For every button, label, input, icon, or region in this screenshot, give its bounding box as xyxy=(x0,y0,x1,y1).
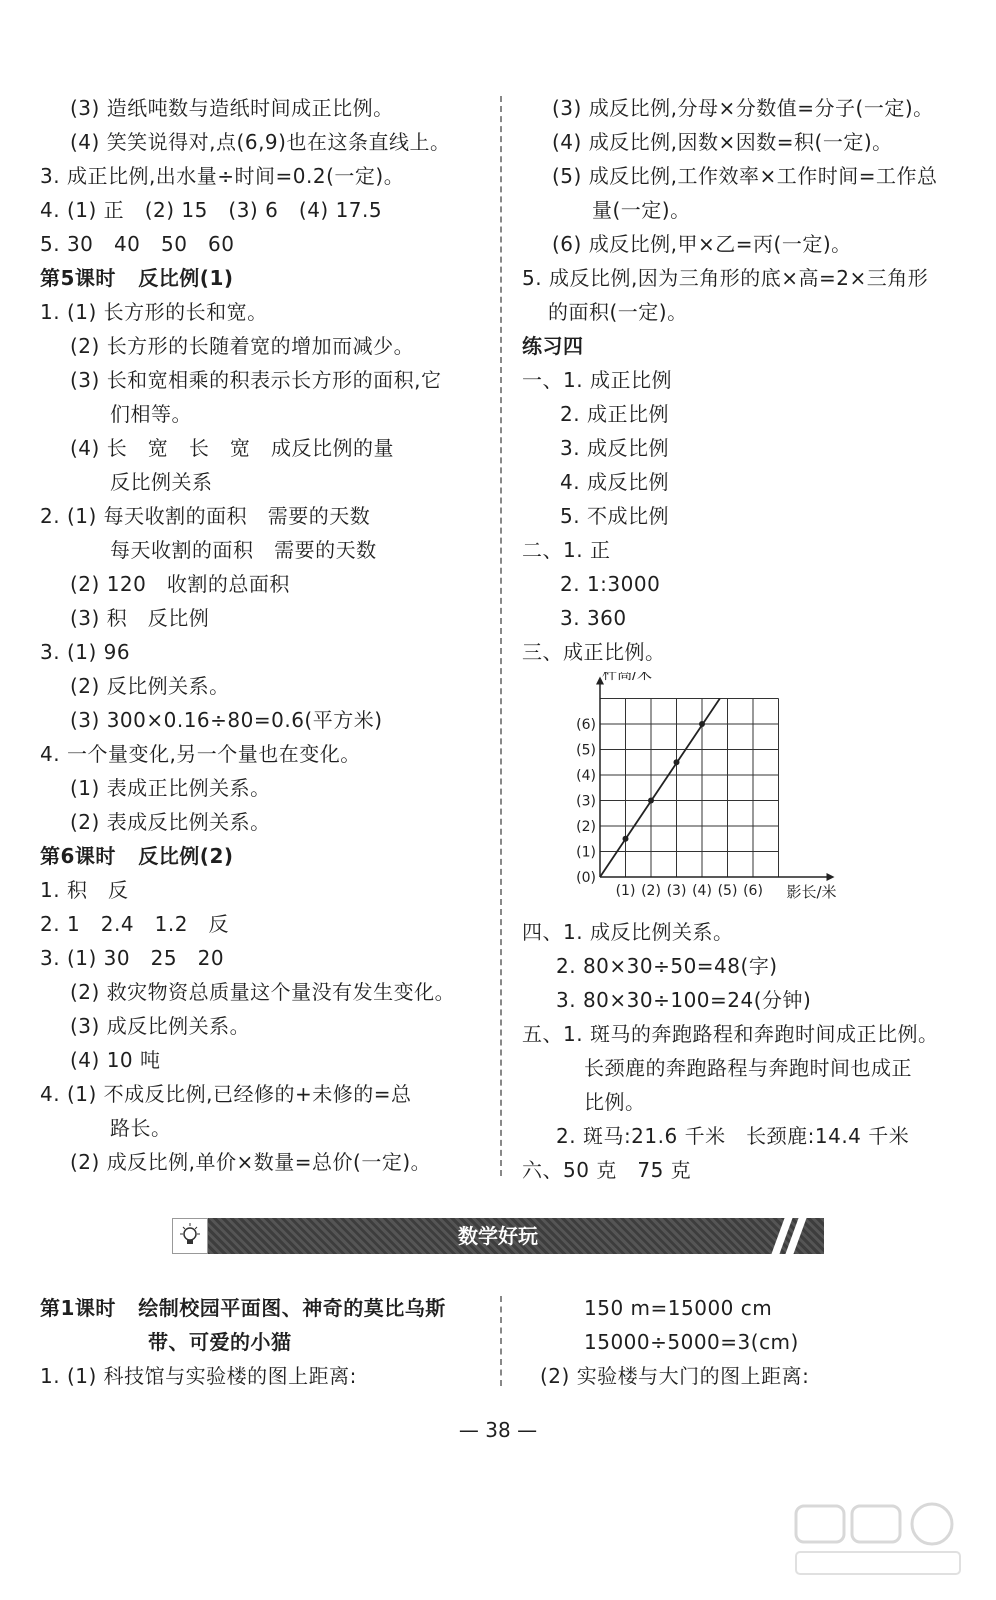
data-point xyxy=(699,721,705,727)
y-axis-label: 杆高/米 xyxy=(602,672,653,683)
left_column-line: 2. 1 2.4 1.2 反 xyxy=(40,912,229,936)
right_column-line: 2. 成正比例 xyxy=(560,402,669,426)
x-tick-label: (4) xyxy=(692,883,712,899)
x-tick-label: (6) xyxy=(743,883,763,899)
left_column-line: (2) 救灾物资总质量这个量没有发生变化。 xyxy=(70,980,456,1004)
left_column-line: 3. 成正比例,出水量÷时间=0.2(一定)。 xyxy=(40,164,405,188)
right_column-line: 三、成正比例。 xyxy=(522,640,666,664)
left_column-line: 5. 30 40 50 60 xyxy=(40,232,235,256)
x-axis-label: 影长/米 xyxy=(786,883,837,901)
right_column-line: 五、1. 斑马的奔跑路程和奔跑时间成正比例。 xyxy=(522,1022,939,1046)
chart-svg xyxy=(560,672,860,912)
lightbulb-icon xyxy=(172,1218,208,1254)
left_column-line: (2) 长方形的长随着宽的增加而减少。 xyxy=(70,334,415,358)
bottom_left-line: 1. (1) 科技馆与实验楼的图上距离: xyxy=(40,1364,357,1388)
left_column-line: 3. (1) 96 xyxy=(40,640,131,664)
x-tick-label: (5) xyxy=(717,883,738,899)
right_column-line: (4) 成反比例,因数×因数=积(一定)。 xyxy=(552,130,893,154)
right_column-line: (5) 成反比例,工作效率×工作时间=工作总 xyxy=(552,164,938,188)
right_column-line: (6) 成反比例,甲×乙=丙(一定)。 xyxy=(552,232,852,256)
left_column-line: (3) 300×0.16÷80=0.6(平方米) xyxy=(70,708,383,732)
left_column-line: (3) 长和宽相乘的积表示长方形的面积,它 xyxy=(70,368,442,392)
right_column-line: 一、1. 成正比例 xyxy=(522,368,672,392)
right_column-line: 二、1. 正 xyxy=(522,538,611,562)
left_column-line: 1. (1) 长方形的长和宽。 xyxy=(40,300,268,324)
bottom_right-line: (2) 实验楼与大门的图上距离: xyxy=(540,1364,810,1388)
data-point xyxy=(674,759,680,765)
right_column-line: 4. 成反比例 xyxy=(560,470,669,494)
right_column-line: 2. 1:3000 xyxy=(560,572,661,596)
left_column-line: (2) 120 收割的总面积 xyxy=(70,572,290,596)
bottom_right-line: 150 m=15000 cm xyxy=(584,1296,773,1320)
banner-title: 数学好玩 xyxy=(458,1224,538,1248)
bottom_left-line: 第1课时 绘制校园平面图、神奇的莫比乌斯 xyxy=(40,1296,446,1320)
x-tick-label: (1) xyxy=(615,883,636,899)
right_column-line: 2. 斑马:21.6 千米 长颈鹿:14.4 千米 xyxy=(556,1124,910,1148)
left_column-line: 4. 一个量变化,另一个量也在变化。 xyxy=(40,742,361,766)
left_column-line: (4) 长 宽 长 宽 成反比例的量 xyxy=(70,436,394,460)
right_column-line: 长颈鹿的奔跑路程与奔跑时间也成正 xyxy=(584,1056,912,1080)
left_column-line: 每天收割的面积 需要的天数 xyxy=(110,538,377,562)
left_column-line: 4. (1) 不成反比例,已经修的+未修的=总 xyxy=(40,1082,412,1106)
left_column-line: (2) 表成反比例关系。 xyxy=(70,810,271,834)
bottom-divider xyxy=(500,1296,502,1386)
proportion-chart xyxy=(560,672,860,912)
left_column-line: (2) 反比例关系。 xyxy=(70,674,230,698)
left_column-line: (3) 积 反比例 xyxy=(70,606,210,630)
left_column-line: (4) 笑笑说得对,点(6,9)也在这条直线上。 xyxy=(70,130,451,154)
left_column-line: 第6课时 反比例(2) xyxy=(40,844,234,868)
x-tick-label: (3) xyxy=(666,883,687,899)
right_column-line: 量(一定)。 xyxy=(592,198,691,222)
right_column-line: 2. 80×30÷50=48(字) xyxy=(556,954,778,978)
right_column-line: 六、50 克 75 克 xyxy=(522,1158,692,1182)
y-tick-label: (1) xyxy=(576,844,596,861)
right_column-line: 3. 成反比例 xyxy=(560,436,669,460)
left_column-line: 们相等。 xyxy=(110,402,192,426)
data-point xyxy=(623,836,629,842)
y-tick-label: (0) xyxy=(576,870,596,886)
y-tick-label: (3) xyxy=(576,793,596,810)
left_column-line: 3. (1) 30 25 20 xyxy=(40,946,225,970)
right_column-line: 5. 不成比例 xyxy=(560,504,669,528)
right_column-line: (3) 成反比例,分母×分数值=分子(一定)。 xyxy=(552,96,934,120)
right_column-line: 3. 80×30÷100=24(分钟) xyxy=(556,988,812,1012)
y-tick-label: (4) xyxy=(576,768,596,784)
right_column-line: 5. 成反比例,因为三角形的底×高=2×三角形 xyxy=(522,266,929,290)
data-point xyxy=(648,798,654,804)
left_column-line: (3) 造纸吨数与造纸时间成正比例。 xyxy=(70,96,394,120)
left_column-line: 第5课时 反比例(1) xyxy=(40,266,234,290)
x-tick-label: (2) xyxy=(641,883,661,899)
right_column-line: 练习四 xyxy=(522,334,584,358)
left_column-line: 4. (1) 正 (2) 15 (3) 6 (4) 17.5 xyxy=(40,198,383,222)
right_column-line: 比例。 xyxy=(584,1090,646,1114)
x-axis-arrow xyxy=(827,873,835,881)
watermark-logo xyxy=(788,1500,968,1580)
right_column-line: 3. 360 xyxy=(560,606,627,630)
bottom_right-line: 15000÷5000=3(cm) xyxy=(584,1330,799,1354)
left_column-line: (2) 成反比例,单价×数量=总价(一定)。 xyxy=(70,1150,432,1174)
right_column-line: 的面积(一定)。 xyxy=(548,300,688,324)
right_column-line: 四、1. 成反比例关系。 xyxy=(522,920,734,944)
y-tick-label: (6) xyxy=(576,717,596,733)
left_column-line: (4) 10 吨 xyxy=(70,1048,161,1072)
left_column-line: 1. 积 反 xyxy=(40,878,129,902)
y-tick-label: (5) xyxy=(576,742,596,759)
left_column-line: 路长。 xyxy=(110,1116,172,1140)
left_column-line: 反比例关系 xyxy=(110,470,213,494)
column-divider xyxy=(500,96,502,1176)
bottom_left-line: 带、可爱的小猫 xyxy=(148,1330,292,1354)
left_column-line: (3) 成反比例关系。 xyxy=(70,1014,251,1038)
section-banner xyxy=(172,1218,824,1254)
left_column-line: 2. (1) 每天收割的面积 需要的天数 xyxy=(40,504,371,528)
left_column-line: (1) 表成正比例关系。 xyxy=(70,776,271,800)
page-number: — 38 — xyxy=(458,1418,538,1442)
y-tick-label: (2) xyxy=(576,819,596,835)
